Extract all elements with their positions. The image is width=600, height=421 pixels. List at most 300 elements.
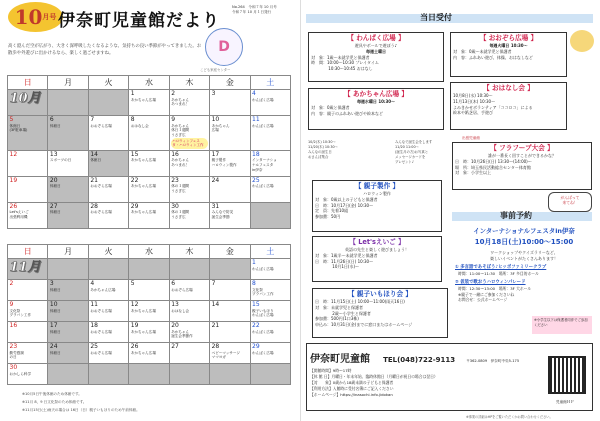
day-event: 休日１週間: [171, 128, 190, 133]
wanpaku-line: 対 象：1歳～未就学児と保護者: [311, 54, 370, 60]
weekday-header: 木: [169, 245, 209, 259]
weekday-header: 火: [88, 76, 128, 90]
oozora-line: 毎週火曜日 10:30～: [489, 42, 528, 48]
day-event: わんぱく広場: [252, 329, 274, 334]
oyako-box: [312, 180, 442, 232]
imohori-line: 参加費：500円(1口3株): [315, 316, 359, 322]
day-event: おおぞら広場: [90, 308, 112, 313]
day-event: あかちゃん広場: [130, 184, 156, 189]
calendar-day-cell: [210, 280, 250, 301]
day-event: 休館日: [49, 184, 61, 189]
day-event: ナルフェスタ: [252, 162, 274, 167]
day-event: うさぎ広: [171, 188, 186, 193]
flower-note: 出張児童館: [462, 136, 480, 140]
calendar-day-cell: [169, 202, 209, 228]
calendar-day-cell: [250, 90, 290, 116]
day-number: 8: [130, 116, 135, 123]
calendar-day-cell: [250, 176, 290, 202]
day-event: おおぞら広場: [90, 123, 112, 128]
day-number: 7: [211, 280, 216, 287]
day-event: あかちゃん: [171, 123, 190, 128]
calendar-week-row: [8, 322, 291, 343]
calendar-day-cell: [48, 90, 88, 116]
day-number: 17: [211, 150, 220, 158]
hulahoop-line: 場 所：埼玉県民活動総合センター体育館: [455, 164, 531, 170]
day-event: 誕生会季節作: [171, 334, 193, 339]
day-number: 28: [211, 343, 220, 350]
hulahoop-line: 日 時：10月26日(日) 13:30～(14:00)～: [455, 158, 532, 164]
day-event: Let'sえいご: [9, 210, 29, 215]
day-event: ママヨガ: [211, 355, 226, 360]
day-event: あかちゃん広場: [130, 308, 156, 313]
oozora-title: 【 おおぞら広場 】: [479, 34, 538, 42]
day-event: おおぞら広場: [90, 350, 112, 355]
day-number: 5: [130, 280, 135, 287]
day-event: あかちゃん広場: [130, 210, 156, 215]
calendar-day-cell: [169, 176, 209, 202]
calendar-day-cell: [88, 176, 128, 202]
day-event: あかちゃん広場: [90, 287, 116, 292]
day-event: 休館日: [9, 123, 21, 128]
day-number: 9: [171, 116, 176, 123]
issue-meta: [232, 5, 277, 15]
fest-item-2-line: ※親子で一緒にご参加くださいね: [458, 291, 515, 297]
day-event: おおぞら広場: [90, 329, 112, 334]
day-number: 15: [252, 301, 260, 308]
weekday-header: 金: [210, 76, 250, 90]
calendar-day-cell: [169, 322, 209, 343]
day-event: プラバン工作: [252, 292, 274, 297]
weekday-header: 日: [8, 245, 48, 259]
calendar-week-row: [8, 259, 291, 280]
day-number: 25: [90, 343, 98, 350]
calendar-week-row: [8, 364, 291, 385]
calendar-week-row: [8, 116, 291, 151]
calendar-day-cell: [250, 280, 290, 301]
day-number: 11: [252, 116, 260, 123]
day-event: あかちゃん広場: [130, 350, 156, 355]
calendar-day-cell: [48, 364, 88, 385]
calendar-day-cell: [129, 343, 169, 364]
calendar-day-cell: [88, 301, 128, 322]
day-number: 27: [171, 343, 179, 350]
day-number: 16: [171, 150, 179, 158]
day-event: うさぎ広: [171, 132, 186, 137]
calendar-day-cell: [129, 280, 169, 301]
day-number: 13: [171, 301, 179, 308]
imohori-title: 【 親子いもほり会 】: [348, 290, 412, 298]
day-number: 29: [130, 202, 139, 210]
birthday-note-line: 10/2(木) 10:30～: [308, 140, 336, 144]
calendar-day-cell: [169, 301, 209, 322]
calendar-day-cell: [8, 343, 48, 364]
calendar-day-cell: [210, 301, 250, 322]
day-event: 休館日: [49, 123, 61, 128]
day-number: 24: [211, 176, 220, 184]
fest-item-2-lines: [458, 286, 531, 303]
day-event: 誕生会季節: [211, 214, 230, 219]
day-number: 1: [130, 90, 135, 97]
calendar-day-cell: [8, 301, 48, 322]
imohori-line: 申込み：10月31日(金)までに窓口またはホームページ: [315, 322, 413, 328]
preorder-note: ※小学生以下は保護者同伴でご参加ください: [532, 316, 592, 334]
facility-line: 【利用方法】入館時に受付名簿にご記入ください: [310, 385, 394, 391]
day-event: 文化祭: [252, 287, 263, 292]
day-number: 19: [9, 176, 18, 184]
day-number: 22: [252, 322, 260, 329]
calendar-week-row: [8, 280, 291, 301]
ohanashi-line: 10月8日(水) 10:30～: [453, 92, 493, 98]
wanpaku-line: 毎週土曜日: [366, 48, 386, 54]
fest-item-1-title: ① 多言語であそぼう♪ヒッポファミリークラブ: [455, 265, 547, 270]
day-number: 15: [130, 150, 139, 158]
day-number: 6: [49, 116, 54, 123]
calendar-day-cell: [210, 116, 250, 151]
wanpaku-title: 【 わんぱく広場 】: [347, 34, 405, 42]
day-number: 16: [9, 322, 18, 329]
center-logo: [205, 28, 243, 66]
calendar-week-row: [8, 150, 291, 176]
english-line: 対 象：1歳半～未就学児と保護者: [315, 252, 378, 258]
fest-item-2-line: お問合せ：公式ホームページ: [458, 297, 508, 303]
imohori-line: 日 時：11月15日(土) 10:00～11:00(雨天16日): [315, 298, 405, 304]
issue-suffix: 月号: [42, 12, 57, 21]
calendar-week-row: [8, 343, 291, 364]
day-event: 休館日: [49, 210, 61, 215]
hulahoop-line: 誰が一番長く回すことができるかな？: [488, 152, 556, 158]
footnote-2: ※11月 8，9 日文化祭のため休館です。: [22, 400, 87, 404]
calendar-day-cell: [210, 259, 250, 280]
day-event: あかちゃん: [171, 97, 190, 102]
calendar-day-cell: [129, 259, 169, 280]
calendar-day-cell: [48, 343, 88, 364]
english-line: 10月1日(水)～: [315, 264, 360, 270]
day-number: 26: [130, 343, 139, 350]
weekday-header: 土: [250, 245, 290, 259]
day-event: プラバン工作: [9, 313, 32, 318]
day-event: あかちゃん: [211, 123, 230, 128]
akachan-line: 内 容：親子のふれあい遊びや絵本など: [311, 110, 383, 116]
calendar-day-cell: [250, 259, 290, 280]
birthday-note-line: おさんぽ集合: [308, 154, 329, 159]
day-number: 30: [171, 202, 179, 210]
day-event: わんぱく広場: [252, 350, 274, 355]
october-calendar: [7, 75, 291, 229]
day-event: あかちゃん広場: [130, 158, 156, 163]
calendar-day-cell: [8, 280, 48, 301]
weekday-header: 金: [210, 245, 250, 259]
qr-code-icon[interactable]: [548, 356, 586, 394]
calendar-week-row: [8, 90, 291, 116]
calendar-week-row: [8, 301, 291, 322]
weekday-header: 火: [88, 245, 128, 259]
birthday-notes-right: [395, 140, 447, 165]
facility-line: 【休 館 日】月曜日・年末年始、臨時休館日（月曜日が祝日の場合は翌日）: [310, 373, 438, 379]
day-number: 12: [9, 150, 18, 158]
day-number: 10: [49, 301, 58, 308]
wanpaku-line: 遊具やボールで遊ぼう♪: [354, 42, 398, 48]
day-number: 4: [252, 90, 256, 97]
day-number: 24: [49, 343, 58, 350]
calendar-day-cell: [88, 116, 128, 151]
day-event: 休の１週間: [171, 184, 190, 189]
english-box: [312, 236, 442, 282]
day-event: おおぞら広場: [171, 287, 193, 292]
day-event: の日: [9, 355, 17, 360]
english-line: 日 時：11月26日(日) 10:30～: [315, 258, 374, 264]
day-number: 14: [90, 150, 98, 158]
calendar-day-cell: [48, 322, 88, 343]
day-event: うさぎ広: [171, 214, 186, 219]
calendar-day-cell: [129, 364, 169, 385]
preorder-heading: 事前予約: [500, 211, 532, 220]
birthday-note-line: 11/20(木) 10:30～: [308, 144, 339, 149]
calendar-day-cell: [8, 364, 48, 385]
calendar-day-cell: [8, 176, 48, 202]
day-number: 10: [211, 116, 220, 123]
calendar-day-cell: [129, 202, 169, 228]
english-title: 【 Let'sえいご 】: [349, 238, 405, 246]
day-event: 広場: [211, 128, 219, 133]
birthday-note-line: プレゼント♪: [395, 159, 414, 164]
calendar-day-cell: [48, 202, 88, 228]
same-day-heading: 当日受付: [420, 13, 452, 22]
day-number: 12: [130, 301, 139, 308]
calendar-day-cell: [129, 116, 169, 151]
day-number: 20: [49, 176, 58, 184]
qr-caption: 児童館ＨＰ: [556, 400, 574, 404]
fest-title: インターナショナルフェスタin伊奈: [473, 227, 575, 235]
hulahoop-line: 対 象：小学生以上: [455, 170, 491, 176]
decorative-illustration-icon: [570, 30, 594, 52]
day-number: 26: [9, 202, 18, 210]
day-event: インターナショ: [252, 158, 277, 163]
halloween-bubble: ハロウィンフェスタ・ハロウィン工作: [171, 138, 207, 149]
day-event: 親子いもほり: [252, 308, 274, 313]
calendar-day-cell: [210, 202, 250, 228]
day-event: 親子製作: [211, 158, 226, 163]
day-number: 29: [252, 343, 260, 350]
calendar-day-cell: [169, 364, 209, 385]
day-event: わんぱく広場: [252, 266, 274, 271]
day-number: 11: [90, 301, 98, 308]
calendar-day-cell: [8, 116, 48, 151]
calendar-day-cell: [250, 150, 290, 176]
calendar-day-cell: [169, 116, 209, 151]
akachan-line: 対 象：0歳と保護者: [311, 104, 350, 110]
calendar-day-cell: [169, 150, 209, 176]
calendar-day-cell: [48, 176, 88, 202]
logo-caption: こども家庭センター: [200, 68, 231, 72]
day-number: 20: [171, 322, 179, 329]
oozora-box: [450, 32, 567, 77]
day-event: わんぱく広場: [252, 123, 274, 128]
ohanashi-line: よみきかせボランティア「ココロコ」による: [453, 104, 533, 110]
akachan-line: 毎週水曜日 10:30～: [356, 98, 396, 104]
akachan-box: [308, 88, 444, 130]
day-event: ベビーマッサージ: [211, 350, 240, 355]
calendar-day-cell: [8, 150, 48, 176]
facility-link[interactable]: 【ホームページ】https://inasochi.info.jidokan: [310, 391, 393, 397]
calendar-day-cell: [250, 364, 290, 385]
calendar-day-cell: [48, 301, 88, 322]
day-event: おおぞら広場: [90, 210, 112, 215]
day-event: みんなで防災: [211, 210, 234, 215]
calendar-day-cell: [48, 280, 88, 301]
intro-text: 高く澄んだ空が広がり、大きく深呼吸したくなるような、気持ちの良い季節がやってきました。お散歩や外遊びに出かけるなら、楽しく過ごせますね。: [8, 44, 202, 56]
oyako-title: 【 親子製作 】: [354, 182, 400, 190]
day-number: 9: [9, 301, 14, 308]
calendar-day-cell: [250, 301, 290, 322]
calendar-day-cell: [88, 280, 128, 301]
calendar-day-cell: [88, 364, 128, 385]
facility-line: 【開館時間】9時～17時: [310, 368, 352, 373]
fest-item-2-line: 時間：12:30～13:00 場所：3F 大ホール: [458, 286, 532, 291]
calendar-day-cell: [88, 343, 128, 364]
weekday-header: 月: [48, 76, 88, 90]
facility-line: 【対 象】0歳から18歳未満の子どもと保護者: [310, 379, 394, 385]
day-number: 4: [90, 280, 95, 287]
day-event: 休館日: [49, 350, 61, 355]
ohanashi-title: 【 おはなし会 】: [483, 84, 534, 92]
wanpaku-box: [308, 32, 444, 82]
calendar-day-cell: [8, 322, 48, 343]
ganbatte-bubble: がんばって 来てね！: [548, 192, 592, 212]
calendar-day-cell: [48, 116, 88, 151]
calendar-day-cell: [210, 176, 250, 202]
wanpaku-line: 時 間：10:00～10:30 プレイタイム: [311, 60, 379, 66]
day-number: 8: [252, 280, 256, 287]
day-event: in伊奈: [252, 167, 263, 172]
issue-number: 10: [14, 5, 43, 29]
day-number: 3: [49, 280, 54, 287]
calendar-day-cell: [129, 176, 169, 202]
calendar-day-cell: [169, 343, 209, 364]
day-number: 13: [49, 150, 58, 158]
birthday-note-line: みんなで誕生会をします: [395, 140, 433, 144]
oozora-line: 対 象：0歳～未就学児と保護者: [453, 48, 512, 54]
hulahoop-box: [452, 142, 592, 190]
day-number: 6: [171, 280, 176, 287]
calendar-day-cell: [88, 150, 128, 176]
fest-sub: ワークショップやクイズラリーなど、: [490, 250, 558, 255]
day-event: あかちゃん広場: [130, 329, 156, 334]
facility-address: 〒362-0809 伊奈町中央5-175: [466, 359, 520, 363]
ohanashi-box: [450, 82, 567, 130]
day-number: 21: [211, 322, 220, 329]
day-event: おおぞら広場: [90, 184, 112, 189]
imohori-box: [312, 288, 448, 338]
calendar-week-row: [8, 176, 291, 202]
day-event: あかちゃん: [171, 329, 190, 334]
november-month-label: 11月: [9, 260, 41, 275]
day-number: 22: [130, 176, 139, 184]
weekday-header: 木: [169, 76, 209, 90]
calendar-day-cell: [210, 322, 250, 343]
day-number: 25: [252, 176, 260, 184]
day-event: わんぱく広場: [252, 313, 274, 318]
birthday-notes: [308, 140, 392, 160]
wanpaku-line: 10:30～10:45 おはなし: [311, 66, 373, 72]
calendar-day-cell: [210, 90, 250, 116]
weekday-header: 水: [129, 76, 169, 90]
day-number: 23: [171, 176, 179, 184]
day-event: わんぱく広場: [252, 97, 274, 102]
day-number: 5: [9, 116, 14, 123]
day-number: 2: [171, 90, 176, 97]
day-event: おかしら科学: [9, 371, 32, 376]
november-calendar: [7, 244, 291, 385]
day-event: スポーツの日: [49, 158, 72, 163]
oyako-line: 日 時：10月17日(金) 10:30～: [315, 202, 374, 208]
issue-meta-line-2: 令和７年 10 月１日発行: [232, 10, 272, 15]
imohori-line: 対 象：未就学児と保護者: [315, 304, 363, 310]
oyako-line: 定 員：先着10組: [315, 208, 349, 214]
day-event: あつまれ！: [171, 102, 190, 107]
day-event: 出張利用機: [9, 214, 28, 219]
oyako-line: 対 象：0歳以上の子どもと保護者: [315, 196, 378, 202]
birthday-note-line: メッセージカードを: [395, 154, 426, 159]
weekday-header: 土: [250, 76, 290, 90]
calendar-day-cell: [8, 259, 48, 280]
birthday-note-line: みんなの誕生日: [308, 149, 332, 154]
akachan-title: 【 あかちゃん広場 】: [344, 90, 408, 98]
day-event: 休館日: [49, 287, 61, 292]
day-number: 7: [90, 116, 95, 123]
oozora-line: 内 容：ふれあい遊び、体操、おはなしなど: [453, 54, 533, 60]
calendar-day-cell: [8, 90, 48, 116]
day-number: 30: [9, 364, 18, 371]
weekday-header: 水: [129, 245, 169, 259]
day-number: 21: [90, 176, 98, 184]
day-event: ハロウィン製作: [211, 162, 237, 167]
day-number: 3: [211, 90, 216, 97]
calendar-day-cell: [129, 322, 169, 343]
birthday-note-line: (誕生月の方)お写真と: [395, 149, 429, 154]
calendar-day-cell: [88, 322, 128, 343]
day-event: あかちゃん: [171, 158, 190, 163]
day-number: 23: [9, 343, 18, 350]
ohanashi-line: 絵本や紙芝居、手遊び: [453, 110, 493, 116]
calendar-day-cell: [88, 202, 128, 228]
day-event: あかちゃん広場: [130, 97, 156, 102]
calendar-day-cell: [210, 364, 250, 385]
bottom-note: ※事業の詳細はHPをご覧いただくかお問い合わせください。: [466, 415, 553, 419]
logo-mark: D: [218, 39, 230, 55]
day-event: わんぱく広場: [252, 184, 274, 189]
day-event: 休の１週間: [171, 210, 190, 215]
calendar-day-cell: [48, 259, 88, 280]
day-number: 18: [90, 322, 98, 329]
calendar-day-cell: [169, 280, 209, 301]
birthday-note-line: 11/20 11:00～: [395, 144, 420, 149]
day-event: おはなし会: [171, 308, 190, 313]
issue-meta-line-1: No.264 令和７年 10 月号: [232, 5, 277, 9]
calendar-week-row: [8, 202, 291, 228]
oyako-line: 参加費：50円: [315, 214, 341, 220]
day-event: 勤労感謝: [9, 350, 24, 355]
day-number: 27: [49, 202, 58, 210]
imohori-line: 2歳～小学生と保護者: [315, 310, 371, 316]
october-month-label: 10月: [9, 91, 41, 106]
fest-sub2: 楽しいイベントがたくさんあります！: [490, 256, 558, 261]
day-number: 18: [252, 150, 260, 158]
day-number: 28: [90, 202, 98, 210]
day-number: 31: [211, 202, 220, 210]
day-number: 19: [130, 322, 139, 329]
calendar-day-cell: [48, 150, 88, 176]
page-divider: [300, 0, 301, 421]
